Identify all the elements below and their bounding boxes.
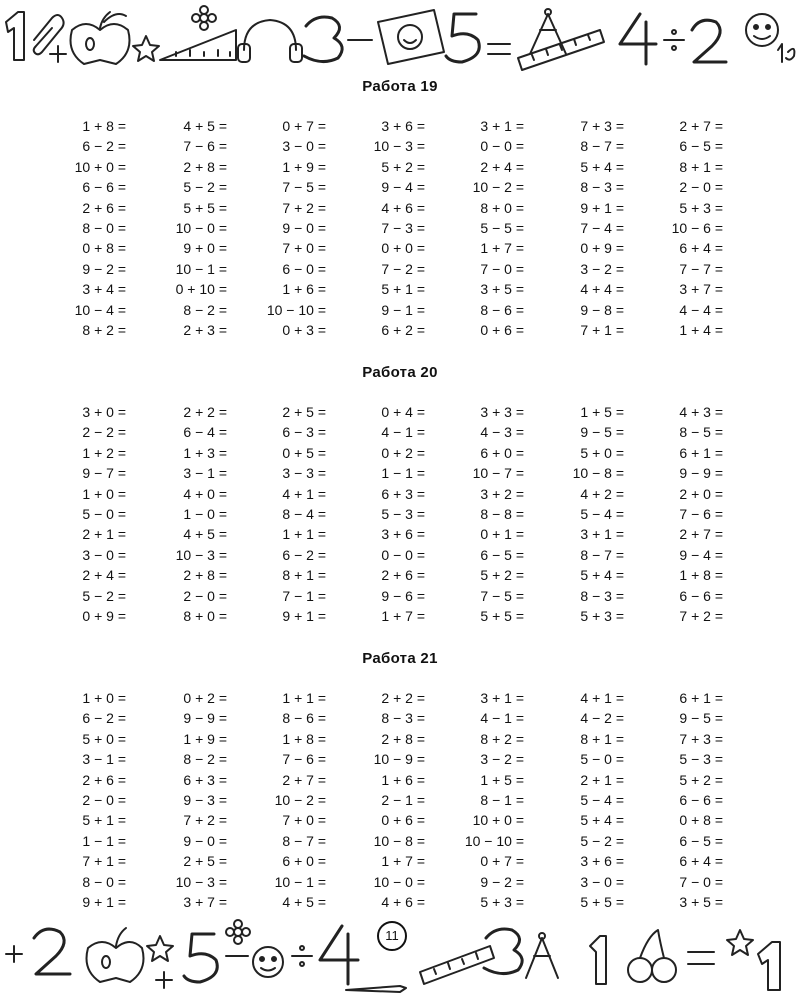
outline-digit-three-icon [304, 17, 342, 62]
arithmetic-problem: 10 − 1 = [175, 260, 227, 277]
arithmetic-problem: 10 + 0 = [472, 812, 524, 829]
arithmetic-problem: 2 − 0 = [183, 587, 227, 604]
arithmetic-problem: 5 + 0 = [580, 444, 624, 461]
arithmetic-problem: 8 − 4 = [282, 505, 326, 522]
arithmetic-problem: 1 + 7 = [381, 853, 425, 870]
arithmetic-problem: 6 + 0 = [480, 444, 524, 461]
apple-icon [87, 928, 144, 982]
arithmetic-problem: 9 + 1 = [82, 893, 126, 910]
arithmetic-problem: 7 + 3 = [580, 118, 624, 134]
paperclip-icon [34, 15, 64, 54]
arithmetic-problem: 10 − 10 = [266, 301, 326, 318]
arithmetic-problem: 6 + 1 = [679, 444, 723, 461]
arithmetic-problem: 1 + 1 = [282, 526, 326, 543]
arithmetic-problem: 8 + 0 = [183, 607, 227, 624]
arithmetic-problem: 6 + 0 = [282, 853, 326, 870]
problem-column [528, 116, 624, 340]
arithmetic-problem: 1 − 1 = [82, 832, 126, 849]
arithmetic-problem: 6 + 1 = [679, 690, 723, 706]
arithmetic-problem: 8 − 7 = [580, 546, 624, 563]
arithmetic-problem: 8 + 1 = [580, 730, 624, 747]
arithmetic-problem: 3 + 5 = [679, 893, 723, 910]
arithmetic-problem: 3 − 0 = [82, 546, 126, 563]
section-title: Работа 19 [362, 78, 438, 95]
problem-column [30, 402, 126, 626]
plus-icon [50, 46, 66, 62]
arithmetic-problem: 7 − 5 = [480, 587, 524, 604]
arithmetic-problem: 6 − 5 = [679, 832, 723, 849]
arithmetic-problem: 1 + 6 = [282, 281, 326, 298]
arithmetic-problem: 1 + 0 = [82, 485, 126, 502]
arithmetic-problem: 10 − 9 = [373, 751, 425, 768]
arithmetic-problem: 2 + 5 = [282, 404, 326, 420]
problem-column [329, 402, 425, 626]
equals-icon [688, 952, 714, 964]
arithmetic-problem: 0 − 0 = [480, 138, 524, 155]
arithmetic-problem: 3 + 7 = [183, 893, 227, 910]
arithmetic-problem: 1 + 8 = [679, 567, 723, 584]
arithmetic-problem: 5 − 3 = [679, 751, 723, 768]
arithmetic-problem: 4 + 6 = [381, 199, 425, 216]
arithmetic-problem: 6 − 5 = [679, 138, 723, 155]
arithmetic-problem: 8 − 1 = [480, 791, 524, 808]
arithmetic-problem: 0 + 2 = [381, 444, 425, 461]
arithmetic-problem: 5 − 2 = [580, 832, 624, 849]
arithmetic-problem: 10 − 8 = [373, 832, 425, 849]
arithmetic-problem: 7 + 3 = [679, 730, 723, 747]
arithmetic-problem: 3 + 2 = [480, 485, 524, 502]
arithmetic-problem: 10 − 7 = [472, 465, 524, 482]
arithmetic-problem: 4 − 2 = [580, 710, 624, 727]
equals-icon [488, 44, 510, 54]
arithmetic-problem: 0 + 9 = [82, 607, 126, 624]
arithmetic-problem: 0 + 10 = [175, 281, 227, 298]
arithmetic-problem: 3 − 3 = [282, 465, 326, 482]
arithmetic-problem: 8 + 2 = [480, 730, 524, 747]
problem-column [329, 688, 425, 912]
arithmetic-problem: 5 − 2 = [183, 179, 227, 196]
arithmetic-problem: 7 − 6 = [183, 138, 227, 155]
arithmetic-problem: 2 + 1 = [82, 526, 126, 543]
arithmetic-problem: 2 + 7 = [282, 771, 326, 788]
plus-icon [156, 972, 172, 988]
pencil-icon [346, 986, 406, 992]
headphones-icon [238, 20, 302, 62]
banknote-icon [378, 10, 444, 64]
arithmetic-problem: 2 + 4 = [480, 158, 524, 175]
arithmetic-problem: 6 − 6 = [82, 179, 126, 196]
arithmetic-problem: 9 − 2 = [82, 260, 126, 277]
arithmetic-problem: 10 − 6 = [671, 219, 723, 236]
arithmetic-problem: 6 − 6 = [679, 587, 723, 604]
problem-column [131, 116, 227, 340]
arithmetic-problem: 9 − 3 = [183, 791, 227, 808]
arithmetic-problem: 4 + 3 = [679, 404, 723, 420]
arithmetic-problem: 10 − 4 = [74, 301, 126, 318]
apple-icon [71, 12, 130, 64]
arithmetic-problem: 8 − 8 = [480, 505, 524, 522]
arithmetic-problem: 0 + 8 = [679, 812, 723, 829]
arithmetic-problem: 5 + 5 = [480, 607, 524, 624]
arithmetic-problem: 6 − 2 = [282, 546, 326, 563]
arithmetic-problem: 2 − 0 = [679, 179, 723, 196]
outline-digit-four-icon [320, 926, 358, 984]
arithmetic-problem: 7 + 2 = [282, 199, 326, 216]
arithmetic-problem: 5 + 3 = [580, 607, 624, 624]
arithmetic-problem: 7 + 1 = [580, 321, 624, 338]
arithmetic-problem: 2 + 7 = [679, 118, 723, 134]
arithmetic-problem: 0 + 6 = [381, 812, 425, 829]
section-title: Работа 21 [362, 650, 438, 667]
arithmetic-problem: 6 − 4 = [183, 424, 227, 441]
arithmetic-problem: 3 + 6 = [381, 118, 425, 134]
arithmetic-problem: 5 + 2 = [480, 567, 524, 584]
arithmetic-problem: 2 − 1 = [381, 791, 425, 808]
arithmetic-problem: 5 − 4 = [580, 505, 624, 522]
arithmetic-problem: 6 + 3 = [381, 485, 425, 502]
arithmetic-problem: 8 + 0 = [480, 199, 524, 216]
arithmetic-problem: 1 + 1 = [282, 690, 326, 706]
arithmetic-problem: 5 + 3 = [679, 199, 723, 216]
arithmetic-problem: 9 − 0 = [282, 219, 326, 236]
arithmetic-problem: 6 − 6 = [679, 791, 723, 808]
small-digits-icon [778, 44, 794, 62]
arithmetic-problem: 8 − 3 = [381, 710, 425, 727]
arithmetic-problem: 9 − 2 = [480, 873, 524, 890]
section-title: Работа 20 [362, 364, 438, 381]
arithmetic-problem: 7 − 0 = [480, 260, 524, 277]
arithmetic-problem: 5 − 4 = [580, 791, 624, 808]
arithmetic-problem: 8 − 5 = [679, 424, 723, 441]
arithmetic-problem: 8 − 7 = [580, 138, 624, 155]
arithmetic-problem: 8 + 1 = [679, 158, 723, 175]
arithmetic-problem: 0 + 4 = [381, 404, 425, 420]
outline-digit-two-icon [692, 20, 726, 62]
arithmetic-problem: 9 + 0 = [183, 240, 227, 257]
arithmetic-problem: 3 + 6 = [580, 853, 624, 870]
arithmetic-problem: 2 + 2 = [183, 404, 227, 420]
arithmetic-problem: 4 + 0 = [183, 485, 227, 502]
arithmetic-problem: 5 + 5 = [580, 893, 624, 910]
problem-column [627, 116, 723, 340]
problem-column [131, 402, 227, 626]
arithmetic-problem: 3 − 0 = [580, 873, 624, 890]
arithmetic-problem: 1 + 2 = [82, 444, 126, 461]
arithmetic-problem: 9 − 9 = [679, 465, 723, 482]
arithmetic-problem: 10 − 3 = [373, 138, 425, 155]
problem-column [131, 688, 227, 912]
arithmetic-problem: 0 − 0 = [381, 546, 425, 563]
arithmetic-problem: 5 − 3 = [381, 505, 425, 522]
arithmetic-problem: 1 + 7 = [381, 607, 425, 624]
arithmetic-problem: 2 − 0 = [82, 791, 126, 808]
arithmetic-problem: 7 − 5 = [282, 179, 326, 196]
arithmetic-problem: 2 + 6 = [82, 771, 126, 788]
arithmetic-problem: 1 + 5 = [580, 404, 624, 420]
arithmetic-problem: 3 − 2 = [580, 260, 624, 277]
arithmetic-problem: 3 + 0 = [82, 404, 126, 420]
arithmetic-problem: 1 + 3 = [183, 444, 227, 461]
arithmetic-problem: 9 − 4 = [381, 179, 425, 196]
arithmetic-problem: 2 + 1 = [580, 771, 624, 788]
arithmetic-problem: 5 + 1 = [82, 812, 126, 829]
arithmetic-problem: 8 + 2 = [82, 321, 126, 338]
arithmetic-problem: 3 + 1 = [580, 526, 624, 543]
problem-column [627, 402, 723, 626]
arithmetic-problem: 7 − 0 = [679, 873, 723, 890]
arithmetic-problem: 9 − 9 = [183, 710, 227, 727]
problem-column [428, 688, 524, 912]
arithmetic-problem: 5 − 5 = [480, 219, 524, 236]
star-icon [133, 36, 159, 61]
arithmetic-problem: 3 − 2 = [480, 751, 524, 768]
arithmetic-problem: 9 − 5 = [679, 710, 723, 727]
drawing-compass-icon [526, 933, 558, 978]
arithmetic-problem: 0 + 5 = [282, 444, 326, 461]
arithmetic-problem: 2 − 2 = [82, 424, 126, 441]
arithmetic-problem: 8 − 7 = [282, 832, 326, 849]
arithmetic-problem: 7 − 6 = [282, 751, 326, 768]
arithmetic-problem: 0 + 9 = [580, 240, 624, 257]
arithmetic-problem: 4 − 3 = [480, 424, 524, 441]
arithmetic-problem: 7 − 4 = [580, 219, 624, 236]
arithmetic-problem: 10 − 2 = [274, 791, 326, 808]
arithmetic-problem: 3 + 4 = [82, 281, 126, 298]
arithmetic-problem: 4 + 1 = [282, 485, 326, 502]
smiley-face-icon [253, 947, 283, 977]
arithmetic-problem: 2 + 5 = [183, 853, 227, 870]
arithmetic-problem: 8 + 1 = [282, 567, 326, 584]
arithmetic-problem: 8 − 6 = [282, 710, 326, 727]
outline-digit-four-icon [620, 14, 656, 64]
cherries-icon [628, 930, 676, 982]
arithmetic-problem: 2 + 6 = [82, 199, 126, 216]
arithmetic-problem: 4 − 1 = [381, 424, 425, 441]
arithmetic-problem: 1 + 9 = [183, 730, 227, 747]
arithmetic-problem: 1 + 9 = [282, 158, 326, 175]
arithmetic-problem: 10 − 10 = [464, 832, 524, 849]
arithmetic-problem: 7 + 2 = [679, 607, 723, 624]
arithmetic-problem: 10 − 0 = [373, 873, 425, 890]
star-icon [147, 936, 173, 961]
arithmetic-problem: 4 + 2 = [580, 485, 624, 502]
arithmetic-problem: 3 + 3 = [480, 404, 524, 420]
outline-digit-one-icon [590, 936, 606, 984]
arithmetic-problem: 6 − 0 = [282, 260, 326, 277]
arithmetic-problem: 7 − 7 = [679, 260, 723, 277]
outline-digit-five-icon [446, 14, 479, 62]
arithmetic-problem: 0 + 1 = [480, 526, 524, 543]
arithmetic-problem: 5 + 2 = [679, 771, 723, 788]
arithmetic-problem: 5 − 0 = [580, 751, 624, 768]
arithmetic-problem: 1 + 8 = [282, 730, 326, 747]
arithmetic-problem: 4 + 5 = [183, 118, 227, 134]
arithmetic-problem: 1 − 1 = [381, 465, 425, 482]
arithmetic-problem: 9 − 6 = [381, 587, 425, 604]
arithmetic-problem: 2 + 2 = [381, 690, 425, 706]
arithmetic-problem: 1 + 6 = [381, 771, 425, 788]
arithmetic-problem: 3 + 7 = [679, 281, 723, 298]
ruler-icon [420, 946, 494, 984]
arithmetic-problem: 5 + 1 = [381, 281, 425, 298]
outline-digit-one-icon [6, 12, 24, 60]
arithmetic-problem: 7 − 2 = [381, 260, 425, 277]
arithmetic-problem: 5 − 2 = [82, 587, 126, 604]
page-number: 11 [377, 921, 407, 951]
arithmetic-problem: 10 − 3 = [175, 546, 227, 563]
outline-digit-one-icon [758, 942, 780, 990]
arithmetic-problem: 5 + 4 = [580, 158, 624, 175]
arithmetic-problem: 2 + 8 = [381, 730, 425, 747]
arithmetic-problem: 8 − 2 = [183, 301, 227, 318]
arithmetic-problem: 0 + 7 = [480, 853, 524, 870]
arithmetic-problem: 4 − 1 = [480, 710, 524, 727]
arithmetic-problem: 6 + 3 = [183, 771, 227, 788]
problem-column [230, 116, 326, 340]
arithmetic-problem: 2 + 4 = [82, 567, 126, 584]
arithmetic-problem: 6 + 4 = [679, 240, 723, 257]
arithmetic-problem: 5 + 5 = [183, 199, 227, 216]
arithmetic-problem: 5 + 3 = [480, 893, 524, 910]
arithmetic-problem: 9 − 7 = [82, 465, 126, 482]
problem-column [428, 116, 524, 340]
arithmetic-problem: 6 − 2 = [82, 710, 126, 727]
outline-digit-five-icon [184, 934, 217, 982]
arithmetic-problem: 2 + 8 = [183, 567, 227, 584]
arithmetic-problem: 10 − 0 = [175, 219, 227, 236]
problem-column [30, 116, 126, 340]
flower-icon [192, 6, 216, 30]
arithmetic-problem: 8 − 0 = [82, 873, 126, 890]
arithmetic-problem: 9 − 8 = [580, 301, 624, 318]
arithmetic-problem: 6 − 5 = [480, 546, 524, 563]
arithmetic-problem: 7 − 1 = [282, 587, 326, 604]
arithmetic-problem: 4 − 4 = [679, 301, 723, 318]
arithmetic-problem: 7 + 0 = [282, 812, 326, 829]
arithmetic-problem: 3 − 1 = [82, 751, 126, 768]
arithmetic-problem: 0 + 6 = [480, 321, 524, 338]
arithmetic-problem: 7 − 3 = [381, 219, 425, 236]
arithmetic-problem: 1 + 0 = [82, 690, 126, 706]
arithmetic-problem: 4 + 6 = [381, 893, 425, 910]
arithmetic-problem: 10 + 0 = [74, 158, 126, 175]
problem-column [528, 402, 624, 626]
problem-column [30, 688, 126, 912]
problem-column [528, 688, 624, 912]
arithmetic-problem: 10 − 3 = [175, 873, 227, 890]
arithmetic-problem: 5 + 2 = [381, 158, 425, 175]
arithmetic-problem: 10 − 1 = [274, 873, 326, 890]
arithmetic-problem: 2 + 3 = [183, 321, 227, 338]
star-icon [727, 930, 753, 955]
arithmetic-problem: 2 + 8 = [183, 158, 227, 175]
arithmetic-problem: 9 + 1 = [580, 199, 624, 216]
arithmetic-problem: 0 + 7 = [282, 118, 326, 134]
arithmetic-problem: 9 − 5 = [580, 424, 624, 441]
arithmetic-problem: 9 + 1 = [282, 607, 326, 624]
arithmetic-problem: 6 + 4 = [679, 853, 723, 870]
arithmetic-problem: 3 + 6 = [381, 526, 425, 543]
arithmetic-problem: 8 − 0 = [82, 219, 126, 236]
plus-icon [6, 946, 22, 962]
problem-column [329, 116, 425, 340]
arithmetic-problem: 2 + 7 = [679, 526, 723, 543]
arithmetic-problem: 8 − 2 = [183, 751, 227, 768]
top-doodle-border [0, 0, 800, 78]
arithmetic-problem: 0 + 0 = [381, 240, 425, 257]
flower-icon [226, 920, 250, 944]
smiley-face-icon [746, 14, 778, 46]
arithmetic-problem: 9 − 1 = [381, 301, 425, 318]
problem-column [230, 688, 326, 912]
arithmetic-problem: 1 + 7 = [480, 240, 524, 257]
arithmetic-problem: 4 + 5 = [282, 893, 326, 910]
arithmetic-problem: 1 + 4 = [679, 321, 723, 338]
arithmetic-problem: 6 − 3 = [282, 424, 326, 441]
arithmetic-problem: 8 − 3 = [580, 179, 624, 196]
arithmetic-problem: 9 − 4 = [679, 546, 723, 563]
problem-column [627, 688, 723, 912]
arithmetic-problem: 7 + 0 = [282, 240, 326, 257]
arithmetic-problem: 0 + 3 = [282, 321, 326, 338]
arithmetic-problem: 5 − 0 = [82, 505, 126, 522]
arithmetic-problem: 4 + 1 = [580, 690, 624, 706]
outline-digit-three-icon [484, 929, 522, 974]
arithmetic-problem: 6 + 2 = [381, 321, 425, 338]
arithmetic-problem: 7 + 2 = [183, 812, 227, 829]
arithmetic-problem: 1 + 8 = [82, 118, 126, 134]
arithmetic-problem: 7 + 1 = [82, 853, 126, 870]
arithmetic-problem: 5 + 0 = [82, 730, 126, 747]
outline-digit-two-icon [34, 929, 70, 974]
arithmetic-problem: 1 − 0 = [183, 505, 227, 522]
arithmetic-problem: 3 − 0 = [282, 138, 326, 155]
arithmetic-problem: 9 − 0 = [183, 832, 227, 849]
arithmetic-problem: 5 + 4 = [580, 567, 624, 584]
arithmetic-problem: 6 − 2 = [82, 138, 126, 155]
problem-column [428, 402, 524, 626]
divide-icon [664, 30, 684, 50]
arithmetic-problem: 7 − 6 = [679, 505, 723, 522]
arithmetic-problem: 4 + 5 = [183, 526, 227, 543]
divide-icon [292, 946, 312, 966]
arithmetic-problem: 3 + 1 = [480, 690, 524, 706]
arithmetic-problem: 3 − 1 = [183, 465, 227, 482]
arithmetic-problem: 0 + 2 = [183, 690, 227, 706]
arithmetic-problem: 2 + 6 = [381, 567, 425, 584]
arithmetic-problem: 10 − 8 = [572, 465, 624, 482]
arithmetic-problem: 1 + 5 = [480, 771, 524, 788]
ruler-triangle-icon [160, 30, 236, 60]
arithmetic-problem: 2 + 0 = [679, 485, 723, 502]
arithmetic-problem: 3 + 1 = [480, 118, 524, 134]
arithmetic-problem: 8 − 3 = [580, 587, 624, 604]
problem-column [230, 402, 326, 626]
arithmetic-problem: 4 + 4 = [580, 281, 624, 298]
arithmetic-problem: 0 + 8 = [82, 240, 126, 257]
arithmetic-problem: 5 + 4 = [580, 812, 624, 829]
arithmetic-problem: 10 − 2 = [472, 179, 524, 196]
arithmetic-problem: 3 + 5 = [480, 281, 524, 298]
arithmetic-problem: 8 − 6 = [480, 301, 524, 318]
